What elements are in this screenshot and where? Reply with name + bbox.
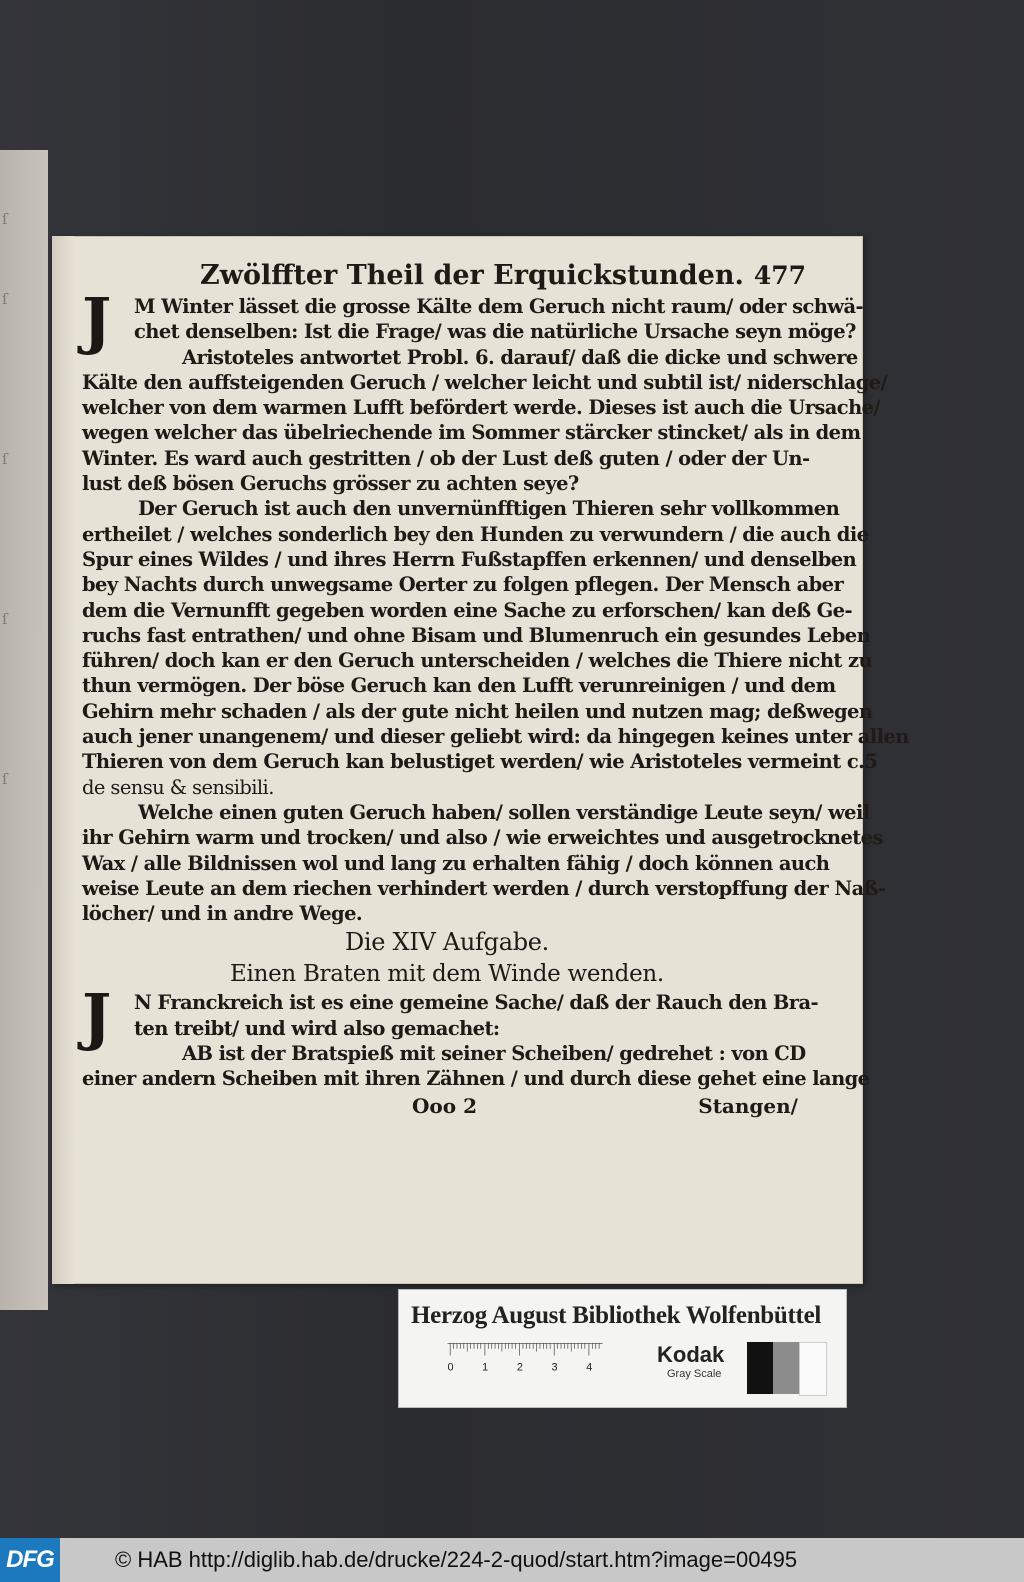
kodak-logo: Kodak bbox=[657, 1342, 725, 1367]
credit-bar bbox=[0, 1538, 1024, 1582]
text-line: ertheilet / welches sonderlich bey den Hunden zu verwundern / die auch die bbox=[82, 522, 869, 546]
ghost-mark: ſ bbox=[2, 450, 8, 468]
text-line: Kälte den auffsteigenden Geruch / welcher leicht und subtil ist/ niderschlage/ bbox=[82, 370, 888, 394]
library-name: Herzog August Bibliothek Wolfenbüttel bbox=[411, 1302, 822, 1329]
text-line: de sensu & sensibili. bbox=[82, 775, 274, 799]
ghost-mark: ſ bbox=[2, 770, 8, 788]
text-line: ten treibt/ und wird also gemachet: bbox=[134, 1016, 500, 1040]
paragraph-2 bbox=[82, 345, 888, 497]
ruler-number: 3 bbox=[551, 1361, 558, 1374]
drop-cap: J bbox=[82, 980, 112, 1054]
text-line: ruchs fast entrathen/ und ohne Bisam und Blumenruch ein gesundes Leben bbox=[82, 623, 871, 647]
running-head: Zwölffter Theil der Erquickstunden. bbox=[200, 260, 744, 291]
color-target-card bbox=[398, 1289, 847, 1408]
text-line: Wax / alle Bildnissen wol und lang zu erhalten fähig / doch können auch bbox=[82, 851, 830, 875]
text-line: Thieren von dem Geruch kan belustiget werden/ wie Aristoteles vermeint c.5 bbox=[82, 750, 878, 774]
page-header bbox=[82, 260, 812, 291]
text-line: thun vermögen. Der böse Geruch kan den Lufft verunreinigen / und dem bbox=[82, 674, 836, 698]
text-line: Winter. Es ward auch gestritten / ob der Lust deß guten / oder der Un- bbox=[82, 446, 810, 470]
text-line: bey Nachts durch unwegsame Oerter zu folgen pflegen. Der Mensch aber bbox=[82, 573, 844, 597]
gray-swatch bbox=[773, 1342, 799, 1394]
ghost-mark: ſ bbox=[2, 610, 8, 628]
text-line: dem die Vernunfft gegeben worden eine Sache zu erforschen/ kan deß Ge- bbox=[82, 598, 852, 622]
page-footer bbox=[82, 1092, 812, 1120]
drop-cap: J bbox=[82, 284, 112, 357]
paragraph-6 bbox=[82, 1041, 870, 1092]
ghost-mark: ſ bbox=[2, 210, 8, 228]
text-line: lust deß bösen Geruchs grösser zu achten seye? bbox=[82, 472, 579, 496]
text-line: Aristoteles antwortet Probl. 6. darauf/ daß die dicke und schwere bbox=[182, 345, 858, 369]
text-line: AB ist der Bratspieß mit seiner Scheiben/ gedrehet : von CD bbox=[182, 1042, 806, 1066]
gray-scale-label: Gray Scale bbox=[667, 1368, 722, 1380]
dfg-logo: DFG bbox=[0, 1538, 60, 1582]
black-swatch bbox=[747, 1342, 773, 1394]
catchword: Stangen/ bbox=[698, 1093, 798, 1118]
text-line: führen/ doch kan er den Geruch unterscheiden / welches die Thiere nicht zu bbox=[82, 649, 873, 673]
white-swatch bbox=[799, 1342, 827, 1396]
text-line: einer andern Scheiben mit ihren Zähnen / und durch diese gehet eine lange bbox=[82, 1067, 870, 1091]
text-line: ihr Gehirn warm und trocken/ und also / wie erweichtes und ausgetrocknetes bbox=[82, 826, 883, 850]
previous-page-edge bbox=[0, 150, 48, 1310]
text-line: Spur eines Wildes / und ihres Herrn Fußstapffen erkennen/ und denselben bbox=[82, 547, 857, 571]
ruler-number: 1 bbox=[482, 1361, 489, 1374]
text-line: welcher von dem warmen Lufft befördert werde. Dieses ist auch die Ursache/ bbox=[82, 396, 880, 420]
text-line: Welche einen guten Geruch haben/ sollen verständige Leute seyn/ weil bbox=[138, 800, 870, 824]
text-line: weise Leute an dem riechen verhindert werden / durch verstopffung der Naß- bbox=[82, 876, 886, 900]
book-page bbox=[52, 236, 909, 1284]
text-line: M Winter lässet die grosse Kälte dem Geruch nicht raum/ oder schwä- bbox=[134, 295, 864, 318]
text-line: N Franckreich ist es eine gemeine Sache/ daß der Rauch den Bra- bbox=[134, 991, 818, 1015]
paragraph-3 bbox=[82, 496, 909, 800]
signature-mark: Ooo 2 bbox=[412, 1093, 477, 1118]
text-line: löcher/ und in andre Wege. bbox=[82, 902, 363, 926]
page-number: 477 bbox=[753, 261, 806, 290]
text-line: chet denselben: Ist die Frage/ was die natürliche Ursache seyn möge? bbox=[134, 320, 856, 344]
ghost-mark: ſ bbox=[2, 290, 8, 308]
section-heading: Die XIV Aufgabe. bbox=[344, 928, 550, 957]
ruler-scale bbox=[411, 1342, 639, 1376]
text-line: Gehirn mehr schaden / als der gute nicht heilen und nutzen mag; deßwegen bbox=[82, 699, 873, 723]
section-subheading: Einen Braten mit dem Winde wenden. bbox=[230, 961, 664, 988]
ruler-number: 0 bbox=[447, 1361, 454, 1374]
text-line: Der Geruch ist auch den unvernünfftigen Thieren sehr vollkommen bbox=[138, 497, 840, 521]
text-line: wegen welcher das übelriechende im Sommer stärcker stincket/ als in dem bbox=[82, 421, 861, 445]
ruler-number: 4 bbox=[586, 1361, 593, 1374]
ruler-number: 2 bbox=[516, 1361, 523, 1374]
paragraph-4 bbox=[82, 800, 886, 926]
source-credit: © HAB http://diglib.hab.de/drucke/224-2-quod/start.htm?image=00495 bbox=[115, 1547, 798, 1572]
page-text bbox=[82, 260, 909, 1120]
text-line: auch jener unangenem/ und dieser geliebt wird: da hingegen keines unter allen bbox=[82, 725, 909, 749]
